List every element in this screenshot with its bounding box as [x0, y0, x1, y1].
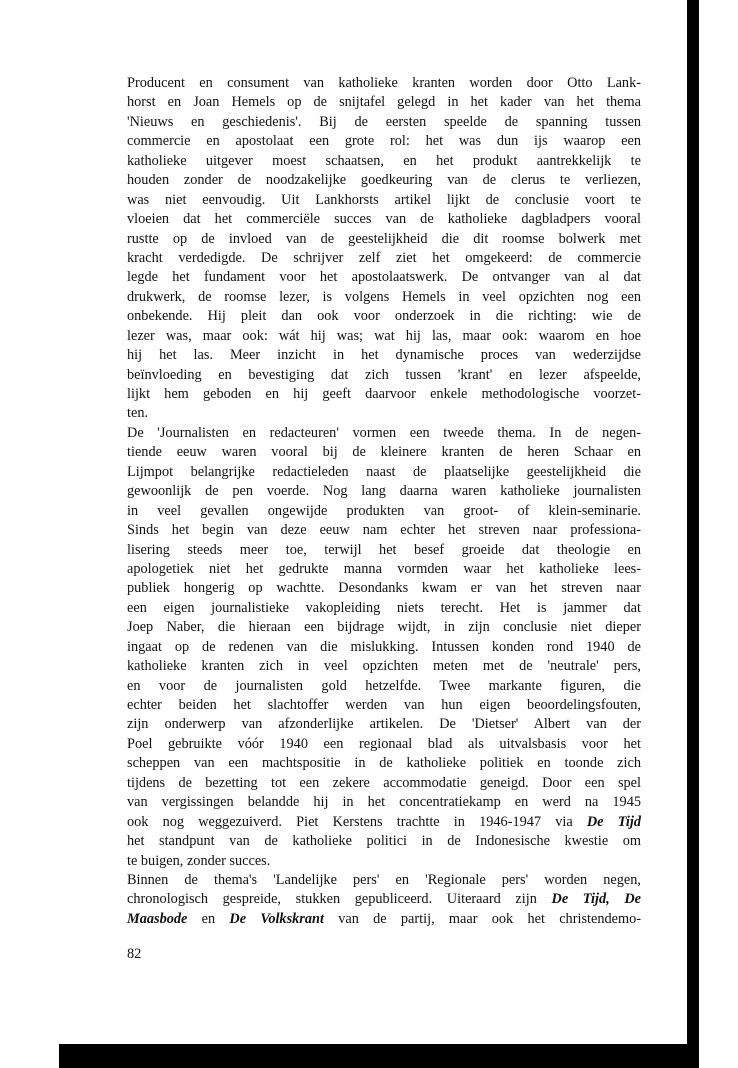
body-text — [127, 74, 641, 929]
text-line: Sinds het begin van deze eeuw nam echter het streven naar professiona- — [127, 522, 641, 539]
text-line: Poel gebruikte vóór 1940 een regionaal blad als uitvalsbasis voor het — [127, 735, 641, 752]
text-line: commercie en apostolaat een grote rol: het was dun ijs waarop een — [127, 133, 641, 150]
text-line: lisering steeds meer toe, terwijl het besef groeide dat theologie en — [127, 541, 641, 558]
text-line: Producent en consument van katholieke kranten worden door Otto Lank- — [127, 75, 641, 91]
text-line: houden zonder de noodzakelijke goedkeuring van de clerus te verliezen, — [127, 172, 641, 189]
text-line: lijkt hem geboden en hij geeft daarvoor enkele methodologische voorzet- — [127, 386, 641, 402]
text-line: publiek hongerig op wachtte. Desondanks kwam er van het streven naar — [127, 580, 641, 597]
page-number: 82 — [127, 946, 142, 962]
text-line: rustte op de invloed van de geestelijkheid die dit roomse bolwerk met — [127, 230, 641, 247]
text-line: en voor de journalisten gold hetzelfde. Twee markante figuren, die — [127, 677, 641, 694]
text-line: katholieke uitgever moest schaatsen, en het produkt aantrekkelijk te — [127, 152, 641, 169]
text-line: een eigen journalistieke vakopleiding niets terecht. Het is jammer dat — [127, 599, 641, 616]
text-line — [127, 890, 641, 909]
text-line: kracht verdedigde. De schrijver zelf ziet het omgekeerd: de commercie — [127, 249, 641, 266]
text-line: beïnvloeding en bevestiging dat zich tussen 'krant' en lezer afspeelde, — [127, 366, 641, 383]
text-line: katholieke kranten zich in veel opzichten meten met de 'neutrale' pers, — [127, 658, 641, 675]
text-line: De 'Journalisten en redacteuren' vormen een tweede thema. In de negen- — [127, 424, 641, 441]
text-segment: chronologisch gespreide, stukken gepubliceerd. Uiteraard zijn — [127, 891, 537, 908]
text-line: ingaat op de redenen van die mislukking. Intussen konden rond 1940 de — [127, 638, 641, 655]
text-segment: en — [187, 910, 230, 927]
scan-border-bottom — [59, 1044, 697, 1068]
text-line: vloeien dat het commerciële succes van de katholieke dagbladpers vooral — [127, 211, 641, 228]
text-line: drukwerk, de roomse lezer, is volgens Hemels in veel opzichten nog een — [127, 288, 641, 305]
text-line: lezer was, maar ook: wát hij was; wat hij las, maar ook: waarom en hoe — [127, 327, 641, 344]
publication-title: De Tijd — [586, 813, 641, 830]
scan-border-right — [687, 0, 699, 1068]
text-line: in veel gevallen ongewijde produkten van groot- of klein-seminarie. — [127, 502, 641, 519]
publication-title: Maasbode — [127, 910, 188, 927]
text-line: hij het las. Meer inzicht in het dynamische proces van wederzijdse — [127, 347, 641, 364]
text-line: zijn onderwerp van afzonderlijke artikelen. De 'Dietser' Albert van der — [127, 716, 641, 733]
text-line: ten. — [127, 405, 149, 422]
text-line: Binnen de thema's 'Landelijke pers' en 'Regionale pers' worden negen, — [127, 871, 641, 888]
text-line: te buigen, zonder succes. — [127, 852, 271, 869]
text-line: 'Nieuws en geschiedenis'. Bij de eersten speelde de spanning tussen — [127, 113, 641, 130]
text-line: horst en Joan Hemels op de snijtafel gelegd in het kader van het thema — [127, 94, 641, 111]
text-line: van vergissingen belandde hij in het concentratiekamp en werd na 1945 — [127, 794, 641, 811]
text-line — [127, 813, 641, 832]
text-line: Joep Naber, die hieraan een bijdrage wijdt, in zijn conclusie niet dieper — [127, 619, 641, 636]
publication-title: De Tijd, De — [551, 891, 641, 908]
text-line: gewoonlijk de pen voerde. Nog lang daarna waren katholieke journalisten — [127, 483, 641, 500]
text-line — [127, 910, 641, 929]
text-line: Lijmpot belangrijke redactieleden naast de plaatselijke geestelijkheid die — [127, 463, 641, 480]
text-segment: van de partij, maar ook het christendemo- — [323, 910, 641, 927]
text-line: legde het fundament voor het apostolaatswerk. De ontvanger van al dat — [127, 269, 641, 286]
text-line: was niet eenvoudig. Uit Lankhorsts artikel lijkt de conclusie voort te — [127, 191, 641, 208]
publication-title: De Volkskrant — [229, 910, 324, 927]
text-line: tijdens de bezetting tot een zekere accommodatie geneigd. Door een spel — [127, 774, 641, 791]
text-line: het standpunt van de katholieke politici in de Indonesische kwestie om — [127, 833, 641, 850]
text-segment: ook nog weggezuiverd. Piet Kerstens trachtte in 1946-1947 via — [127, 813, 573, 830]
text-line: echter beiden het slachtoffer werden van hun eigen beoordelingsfouten, — [127, 697, 641, 713]
text-line: scheppen van een machtspositie in de katholieke politiek en toonde zich — [127, 755, 641, 772]
text-line: apologetiek niet het gedrukte manna vormden waar het katholieke lees- — [127, 560, 641, 577]
text-line: tiende eeuw waren vooral bij de kleinere kranten de heren Schaar en — [127, 444, 641, 461]
text-line: onbekende. Hij pleit dan ook voor onderzoek in die richting: wie de — [127, 308, 641, 325]
